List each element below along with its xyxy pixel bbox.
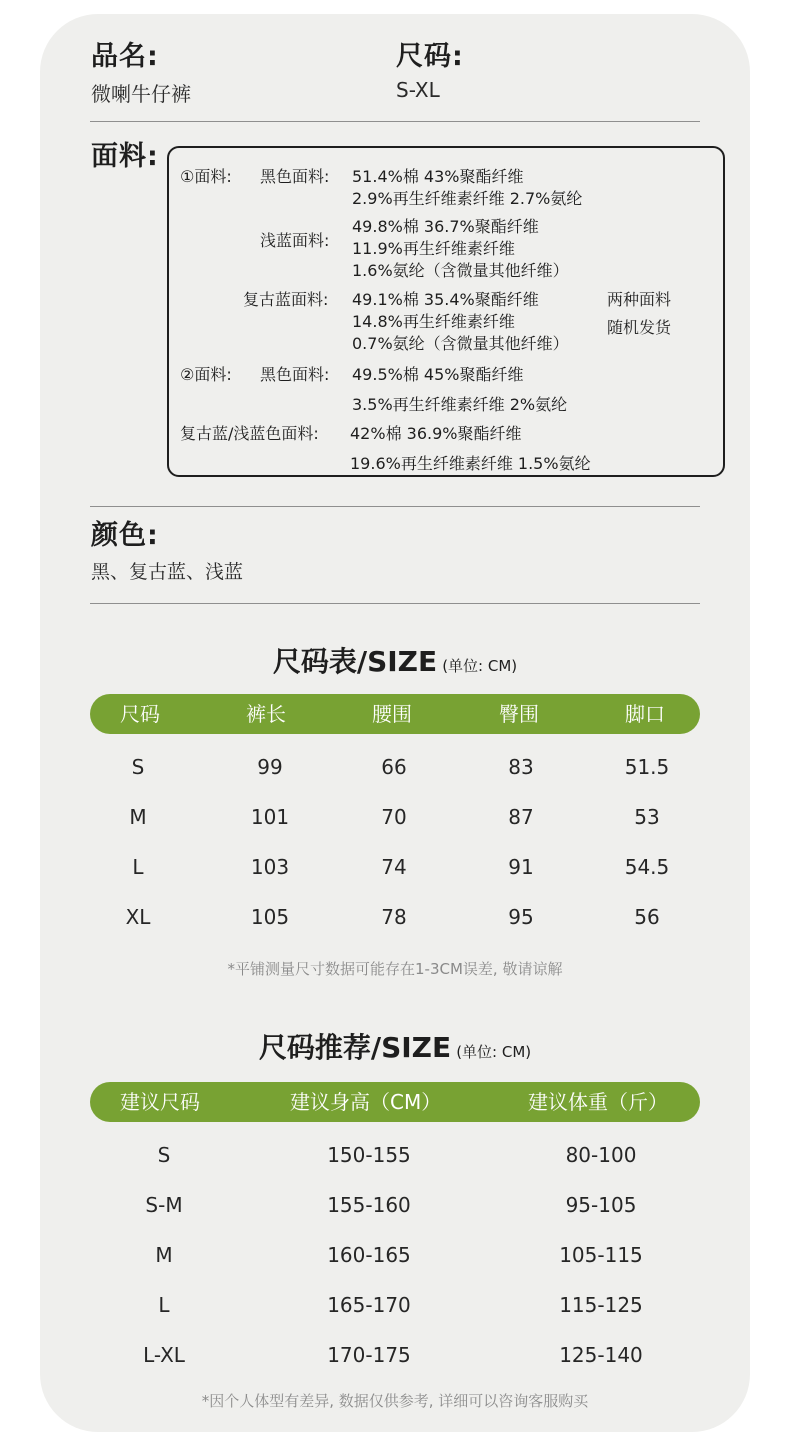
recommend-height-cell: 170-175 (327, 1343, 411, 1367)
divider (90, 121, 700, 122)
recommend-table-note: *因个人体型有差异, 数据仅供参考, 详细可以咨询客服购买 (201, 1392, 589, 1410)
length-cell: 105 (250, 905, 290, 929)
waist-cell: 78 (381, 905, 407, 929)
recommend-weight-cell: 80-100 (565, 1143, 637, 1167)
recommend-size-cell: M (155, 1243, 173, 1267)
recommend-header-cell: 建议体重（斤） (528, 1090, 668, 1114)
recommend-size-cell: L-XL (143, 1343, 185, 1367)
fabric-composition-line: 1.6%氨纶（含微量其他纤维） (352, 261, 569, 280)
color-value: 黑、复古蓝、浅蓝 (91, 561, 244, 583)
hem-cell: 54.5 (624, 855, 670, 879)
recommend-header-cell: 建议身高（CM） (290, 1090, 442, 1114)
fabric-composition-line: 2.9%再生纤维素纤维 2.7%氨纶 (352, 189, 583, 208)
size-range-value: S-XL (396, 78, 440, 102)
recommend-size-cell: S (157, 1143, 171, 1167)
divider (90, 603, 700, 604)
size-table-title (0, 640, 790, 680)
length-cell: 103 (250, 855, 290, 879)
recommend-size-cell: S-M (145, 1193, 183, 1217)
recommend-height-cell: 165-170 (327, 1293, 411, 1317)
waist-cell: 66 (381, 755, 407, 779)
product-name-value: 微喇牛仔裤 (91, 82, 191, 106)
random-shipping-note: 两种面料 (607, 290, 672, 309)
waist-cell: 70 (381, 805, 407, 829)
size-cell: S (131, 755, 145, 779)
size-cell: L (132, 855, 144, 879)
hem-cell: 51.5 (624, 755, 670, 779)
recommend-weight-cell: 115-125 (559, 1293, 643, 1317)
fabric-composition-box (167, 146, 725, 477)
size-cell: XL (125, 905, 151, 929)
recommend-weight-cell: 125-140 (559, 1343, 643, 1367)
product-name-label: 品名: (91, 41, 159, 72)
fabric-composition-line: 49.8%棉 36.7%聚酯纤维 (352, 217, 539, 236)
size-cell: M (129, 805, 147, 829)
recommend-table-unit: (单位: CM) (456, 1043, 532, 1061)
fabric-composition-line: 19.6%再生纤维素纤维 1.5%氨纶 (350, 454, 591, 473)
size-header-cell: 臀围 (499, 702, 539, 726)
color-label: 颜色: (91, 520, 159, 551)
fabric-black-name: 黑色面料: (260, 167, 330, 186)
fabric-composition-line: 14.8%再生纤维素纤维 (352, 312, 515, 331)
fabric-composition-line: 49.5%棉 45%聚酯纤维 (352, 365, 524, 384)
hem-cell: 53 (634, 805, 660, 829)
hip-cell: 95 (508, 905, 534, 929)
recommend-height-cell: 160-165 (327, 1243, 411, 1267)
fabric-composition-line: 11.9%再生纤维素纤维 (352, 239, 515, 258)
recommend-height-cell: 150-155 (327, 1143, 411, 1167)
size-header-cell: 裤长 (246, 702, 286, 726)
waist-cell: 74 (381, 855, 407, 879)
fabric-composition-line: 0.7%氨纶（含微量其他纤维） (352, 334, 569, 353)
divider (90, 506, 700, 507)
recommend-header-cell: 建议尺码 (120, 1090, 200, 1114)
recommend-table-header (90, 1082, 700, 1122)
hip-cell: 91 (508, 855, 534, 879)
fabric-group-1-marker: ①面料: (180, 167, 232, 186)
fabric-composition-line: 3.5%再生纤维素纤维 2%氨纶 (352, 395, 568, 414)
fabric-composition-line: 42%棉 36.9%聚酯纤维 (350, 424, 522, 443)
fabric-retro-blue-name: 复古蓝面料: (243, 290, 329, 309)
fabric-group-2-marker: ②面料: (180, 365, 232, 384)
size-range-label: 尺码: (396, 41, 464, 72)
fabric-composition-line: 51.4%棉 43%聚酯纤维 (352, 167, 524, 186)
size-table-note: *平铺测量尺寸数据可能存在1-3CM误差, 敬请谅解 (227, 960, 563, 978)
recommend-weight-cell: 105-115 (559, 1243, 643, 1267)
fabric-light-blue-name: 浅蓝面料: (260, 231, 330, 250)
fabric-black-name: 黑色面料: (260, 365, 330, 384)
hip-cell: 83 (508, 755, 534, 779)
hip-cell: 87 (508, 805, 534, 829)
fabric-label: 面料: (91, 141, 159, 172)
length-cell: 99 (257, 755, 283, 779)
random-shipping-note: 随机发货 (607, 318, 672, 337)
recommend-size-cell: L (158, 1293, 170, 1317)
fabric-mixed-blue-name: 复古蓝/浅蓝色面料: (180, 424, 319, 443)
recommend-table-title (0, 1026, 790, 1066)
size-table-unit: (单位: CM) (442, 657, 518, 675)
fabric-composition-line: 49.1%棉 35.4%聚酯纤维 (352, 290, 539, 309)
size-table-header (90, 694, 700, 734)
length-cell: 101 (250, 805, 290, 829)
size-header-cell: 腰围 (372, 702, 412, 726)
recommend-height-cell: 155-160 (327, 1193, 411, 1217)
size-table-title-text: 尺码表/SIZE (272, 645, 438, 678)
size-header-cell: 尺码 (120, 702, 160, 726)
size-header-cell: 脚口 (625, 702, 665, 726)
recommend-weight-cell: 95-105 (565, 1193, 637, 1217)
hem-cell: 56 (634, 905, 660, 929)
recommend-table-title-text: 尺码推荐/SIZE (258, 1031, 452, 1064)
